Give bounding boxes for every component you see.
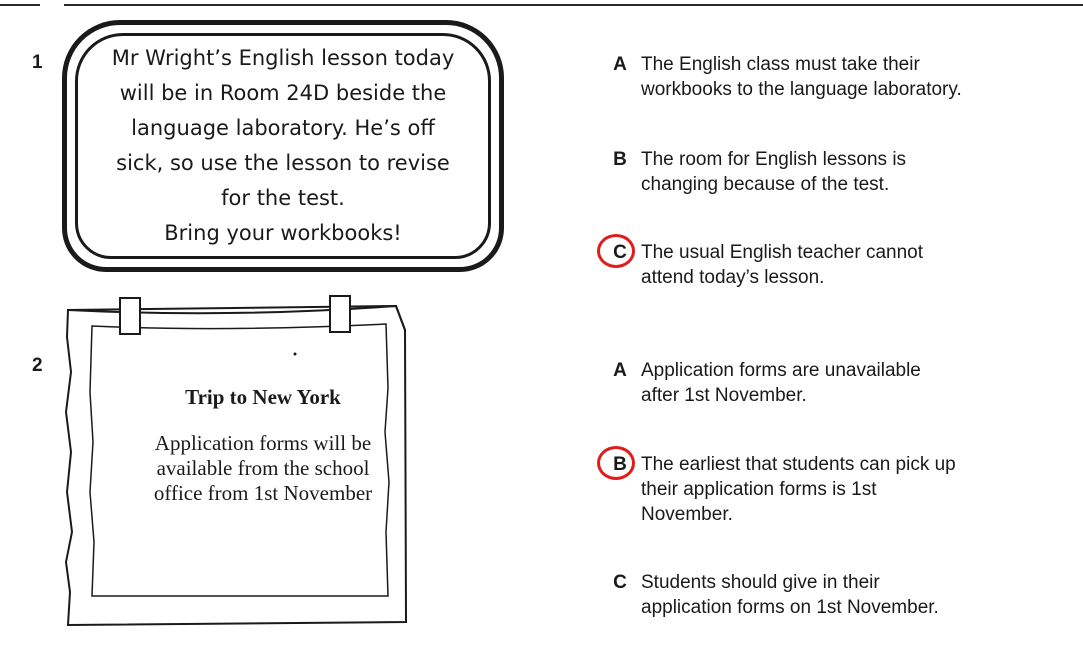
notice-1-line: for the test. — [221, 186, 345, 210]
option-text — [641, 452, 956, 527]
option-text — [641, 147, 906, 197]
option-line: application forms on 1st November. — [641, 597, 939, 618]
option-text — [641, 240, 923, 290]
notice-2-title: Trip to New York — [185, 385, 341, 409]
tape-left-icon — [120, 298, 140, 334]
option-letter: A — [613, 54, 627, 75]
option-line: their application forms is 1st — [641, 479, 877, 500]
option-text — [641, 358, 921, 408]
option-text — [641, 52, 962, 102]
notice-2-text — [98, 431, 428, 506]
question-number: 1 — [32, 52, 43, 73]
option-line: November. — [641, 504, 733, 525]
option-letter: C — [613, 572, 627, 593]
option-letter: C — [613, 242, 627, 263]
paper-dot — [294, 353, 297, 356]
option-line: The earliest that students can pick up — [641, 454, 956, 475]
notice-2-line: available from the school — [156, 456, 370, 480]
option-line: The English class must take their — [641, 54, 920, 75]
notice-1-line: language laboratory. He’s off — [131, 116, 435, 140]
option-letter: A — [613, 360, 627, 381]
option-letter: B — [613, 454, 627, 475]
option-line: changing because of the test. — [641, 174, 890, 195]
option-letter: B — [613, 149, 627, 170]
notice-1-frame — [62, 20, 504, 272]
question-number: 2 — [32, 355, 43, 376]
option-line: The room for English lessons is — [641, 149, 907, 170]
option-line: The usual English teacher cannot — [641, 242, 924, 263]
notice-1-line: Bring your workbooks! — [164, 221, 402, 245]
notice-2-line: Application forms will be — [154, 431, 372, 455]
option-line: Students should give in their — [641, 572, 880, 593]
notice-1-text — [67, 41, 499, 251]
notice-1-line: sick, so use the lesson to revise — [116, 151, 450, 175]
top-rule-left — [0, 4, 40, 6]
option-line: after 1st November. — [641, 385, 807, 406]
notice-1-line: will be in Room 24D beside the — [119, 81, 447, 105]
option-line: Application forms are unavailable — [641, 360, 921, 381]
tape-right-icon — [330, 296, 350, 332]
option-line: attend today’s lesson. — [641, 267, 825, 288]
notice-2-line: office from 1st November — [153, 481, 373, 505]
notice-1-line: Mr Wright’s English lesson today — [111, 46, 455, 70]
option-line: workbooks to the language laboratory. — [641, 79, 962, 100]
option-text — [641, 570, 939, 620]
top-rule — [64, 4, 1083, 6]
